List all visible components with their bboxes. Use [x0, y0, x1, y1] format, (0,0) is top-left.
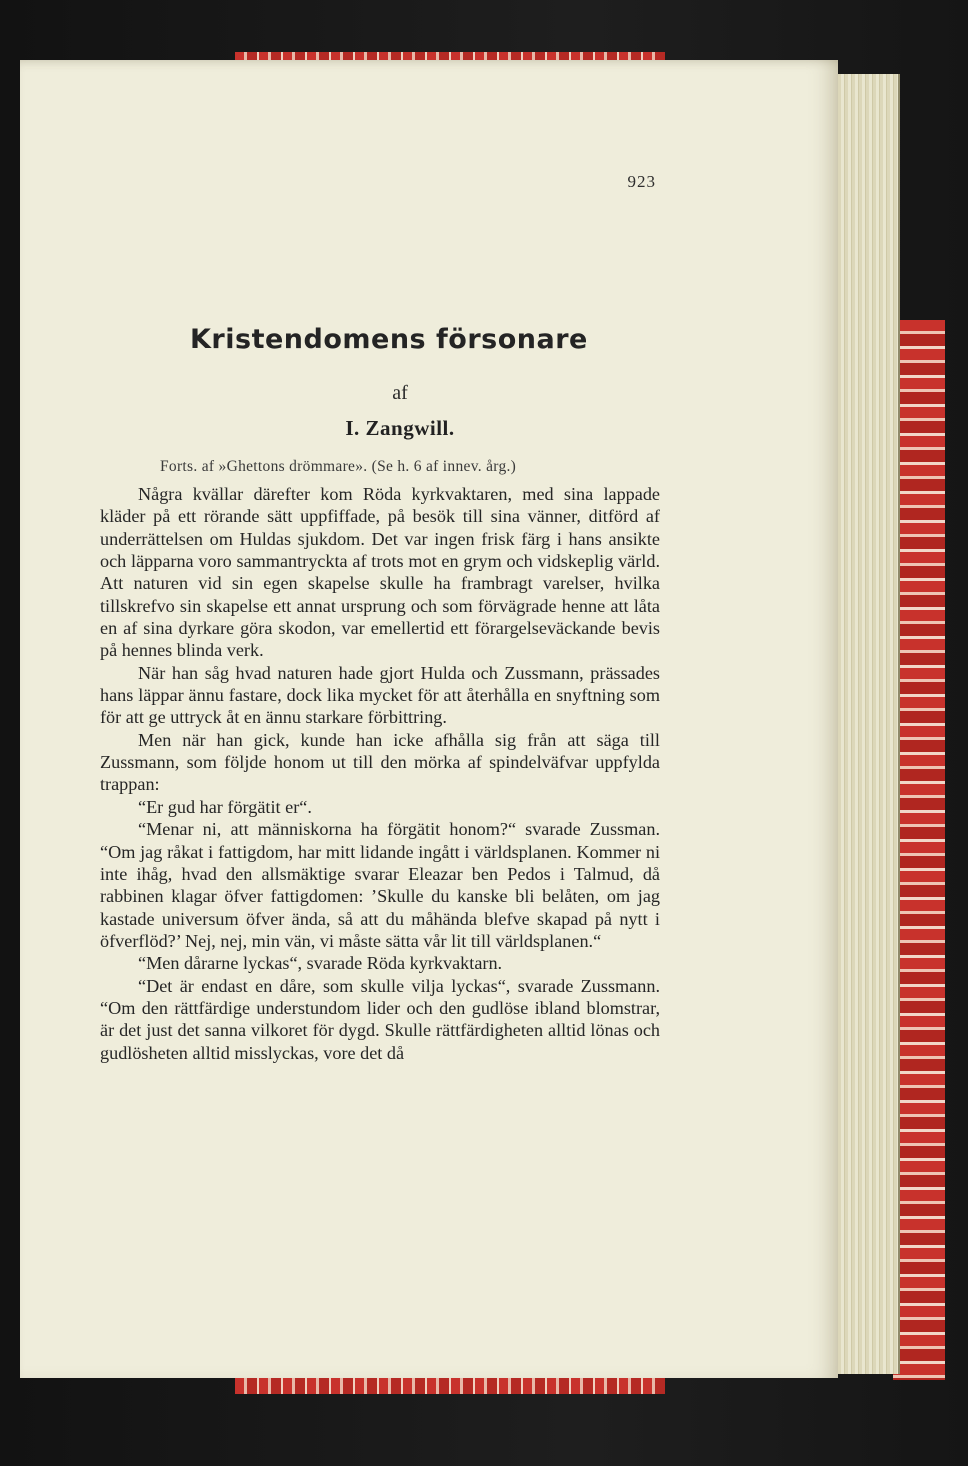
byline-preposition: af — [392, 382, 408, 404]
marbled-edge-right — [893, 320, 945, 1380]
continuation-note: Forts. af »Ghettons drömmare». (Se h. 6 af innev. årg.) — [160, 458, 517, 475]
paragraph: “Er gud har förgätit er“. — [138, 796, 312, 817]
author-name: I. Zangwill. — [345, 416, 455, 440]
paragraph: “Det är endast en dåre, som skulle vilja lyckas“, svarade Zussmann. “Om den rättfärdige understundom lider och den gudlöse ibland blomstrar, är det just det sanna vilkoret för dygd. Skulle rättfärdigheten alltid lönas och gudlösheten alltid misslyckas, vore det då — [100, 975, 660, 1063]
article-title: Kristendomens försonare — [190, 324, 588, 355]
paragraph: Några kvällar därefter kom Röda kyrkvaktaren, med sina lappade kläder på ett rörande sätt uppfiffade, på besök till sina vänner, ditförd af underrättelsen om Huldas sjukdom. Det var ingen frisk färg i hans ansikte och läpparna voro sammantryckta af trots mot en grym och vidskeplig värld. Att naturen vid sin egen skapelse skulle ha frambragt varelser, hvilka tillskrefvo sin skapelse ett annat ursprung och som förvägrade henne att låta en af sina dyrkare göra skodon, var emellertid ett förargelseväckande bevis på hennes blinda verk. — [100, 484, 660, 661]
paragraph: Men när han gick, kunde han icke afhålla sig från att säga till Zussmann, som följde honom ut till den mörka af spindelväfvar uppfylda trappan: — [100, 729, 660, 795]
paragraph: När han såg hvad naturen hade gjort Hulda och Zussmann, prässades hans läppar ännu fastare, dock lika mycket för att återhålla en snyftning som för att ge uttryck åt en ännu starkare förbittring. — [100, 662, 660, 728]
paragraph: “Menar ni, att människorna ha förgätit honom?“ svarade Zussman. “Om jag råkat i fattigdom, har mitt lidande ingått i världsplanen. Kommer ni inte ihåg, hvad den allsmäktige svarar Eleazar ben Pedos i Talmud, då rabbinen klagar öfver fattigdomen: ’Skulle du kanske bli belåten, om jag kastade universum öfver ända, så att du måhända blefve skapad på nytt i öfverflöd?’ Nej, nej, min vän, vi måste sätta vår lit till världsplanen.“ — [100, 819, 660, 951]
body-text — [100, 483, 660, 1064]
paragraph: “Men dårarne lyckas“, svarade Röda kyrkvaktarn. — [138, 953, 503, 974]
page-number: 923 — [627, 172, 656, 191]
book-page — [20, 60, 838, 1378]
